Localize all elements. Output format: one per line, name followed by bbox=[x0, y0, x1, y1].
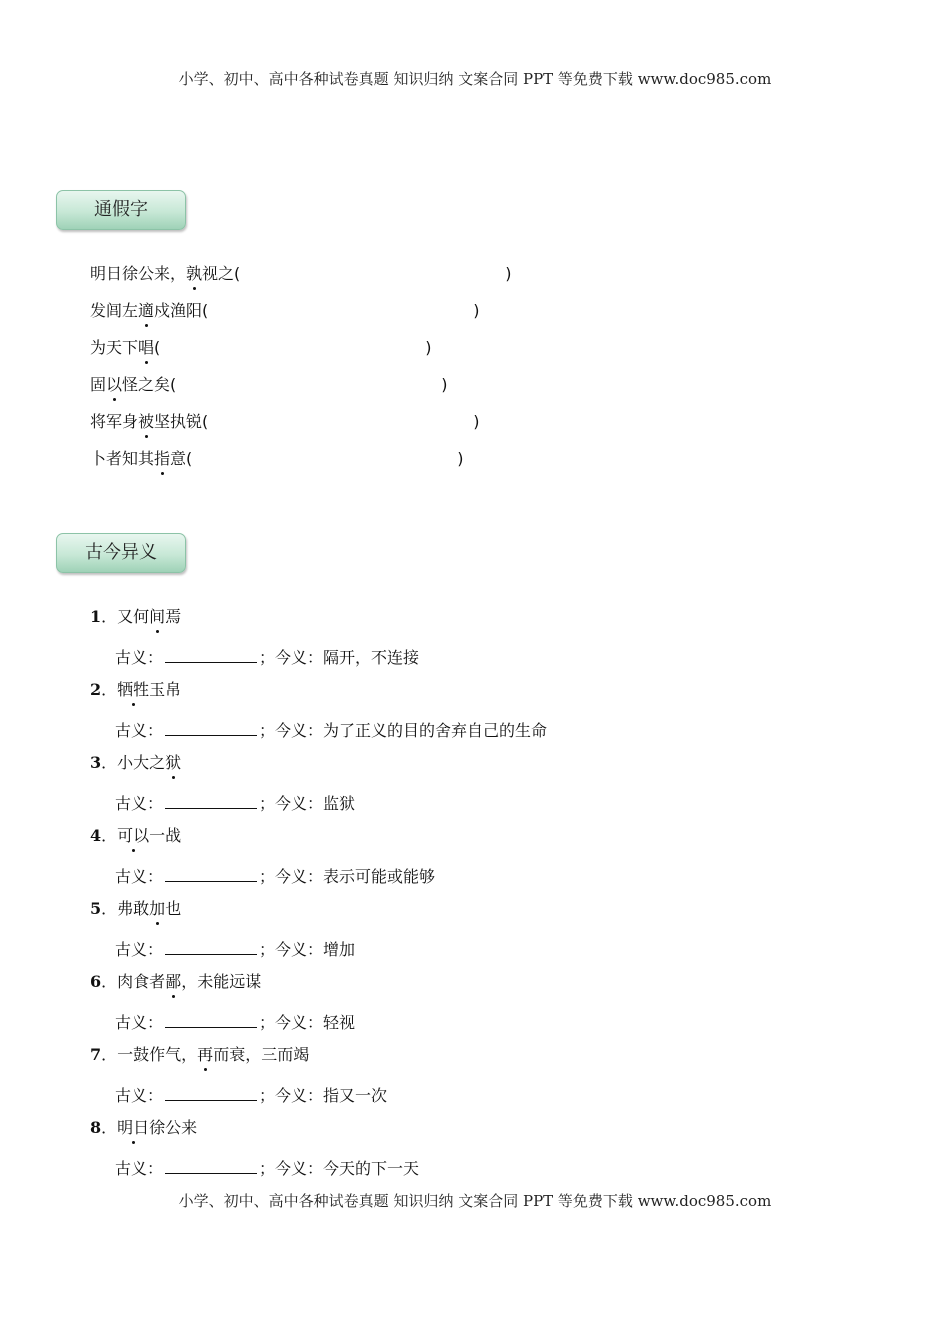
tongjiazi-line bbox=[90, 337, 512, 374]
dotted-char: 牺牲 bbox=[117, 680, 150, 699]
item-text: 而衰，三而竭 bbox=[213, 1045, 310, 1064]
paren-close: ) bbox=[473, 412, 480, 431]
item-sep: ． bbox=[101, 972, 118, 991]
item-text: 徐公来 bbox=[149, 1118, 198, 1137]
item-meaning bbox=[115, 865, 435, 888]
item-number: 5 bbox=[90, 899, 102, 918]
dotted-char: 唱 bbox=[138, 338, 155, 357]
jin-meaning: 今天的下一天 bbox=[323, 1159, 420, 1178]
item-meaning bbox=[115, 1011, 355, 1034]
item-meaning bbox=[115, 792, 355, 815]
item-number: 1 bbox=[90, 607, 102, 626]
item-text: 也 bbox=[165, 899, 182, 918]
item-title bbox=[90, 752, 181, 774]
jin-meaning: 表示可能或能够 bbox=[323, 867, 436, 886]
jin-meaning: 隔开，不连接 bbox=[323, 648, 420, 667]
item-meaning bbox=[115, 938, 355, 961]
item-sep: ． bbox=[101, 1118, 118, 1137]
gu-label: 古义： bbox=[115, 1159, 164, 1178]
item-text: 肉食者 bbox=[117, 972, 166, 991]
dotted-char: 再 bbox=[197, 1045, 214, 1064]
dotted-char: 孰 bbox=[186, 264, 203, 283]
list-item bbox=[90, 898, 890, 971]
jin-meaning: 增加 bbox=[323, 940, 356, 959]
item-sep: ． bbox=[101, 607, 118, 626]
item-number: 6 bbox=[90, 972, 102, 991]
gu-label: 古义： bbox=[115, 648, 164, 667]
answer-blank[interactable] bbox=[165, 792, 257, 809]
item-title bbox=[90, 825, 181, 847]
item-text: 弗敢 bbox=[117, 899, 150, 918]
dotted-char: 指 bbox=[154, 449, 171, 468]
dotted-char: 適 bbox=[138, 301, 155, 320]
page-footer: 小学、初中、高中各种试卷真题 知识归纳 文案合同 PPT 等免费下载 www.doc985.com bbox=[178, 1192, 772, 1210]
tongjiazi-line bbox=[90, 411, 512, 448]
item-text: 小大之 bbox=[117, 753, 166, 772]
item-text: 焉 bbox=[165, 607, 182, 626]
answer-blank[interactable] bbox=[165, 1011, 257, 1028]
gu-label: 古义： bbox=[115, 1086, 164, 1105]
answer-blank[interactable] bbox=[165, 1084, 257, 1101]
paren-close: ) bbox=[425, 338, 432, 357]
list-item bbox=[90, 752, 890, 825]
tongjiazi-list bbox=[90, 263, 512, 485]
jin-label: ；今义： bbox=[259, 1086, 324, 1105]
item-number: 8 bbox=[90, 1118, 102, 1137]
jin-label: ；今义： bbox=[259, 721, 324, 740]
line-text: 怪之矣( bbox=[122, 375, 177, 394]
line-text: 坚执锐( bbox=[154, 412, 209, 431]
item-sep: ． bbox=[101, 680, 118, 699]
item-meaning bbox=[115, 646, 419, 669]
item-title bbox=[90, 679, 181, 701]
item-number: 2 bbox=[90, 680, 102, 699]
jin-label: ；今义： bbox=[259, 648, 324, 667]
item-meaning bbox=[115, 1157, 419, 1180]
line-text: 意( bbox=[170, 449, 193, 468]
item-sep: ． bbox=[101, 1045, 118, 1064]
item-text: 又何 bbox=[117, 607, 150, 626]
item-sep: ． bbox=[101, 899, 118, 918]
dotted-char: 明日 bbox=[117, 1118, 150, 1137]
item-title bbox=[90, 1044, 309, 1066]
section-title-gujinyiyi: 古今异义 bbox=[56, 533, 186, 573]
list-item bbox=[90, 1117, 890, 1190]
tongjiazi-line bbox=[90, 374, 512, 411]
item-number: 7 bbox=[90, 1045, 102, 1064]
line-text: 将军身 bbox=[90, 412, 139, 431]
line-text: 视之( bbox=[202, 264, 241, 283]
line-text: ( bbox=[154, 338, 161, 357]
jin-meaning: 指又一次 bbox=[323, 1086, 388, 1105]
item-sep: ． bbox=[101, 753, 118, 772]
item-title bbox=[90, 1117, 197, 1139]
paren-close: ) bbox=[473, 301, 480, 320]
jin-label: ；今义： bbox=[259, 794, 324, 813]
tongjiazi-line bbox=[90, 263, 512, 300]
item-text: 一鼓作气， bbox=[117, 1045, 198, 1064]
gu-label: 古义： bbox=[115, 794, 164, 813]
dotted-char: 被 bbox=[138, 412, 155, 431]
answer-blank[interactable] bbox=[165, 938, 257, 955]
item-sep: ． bbox=[101, 826, 118, 845]
item-title bbox=[90, 606, 181, 628]
dotted-char: 鄙 bbox=[165, 972, 182, 991]
jin-label: ；今义： bbox=[259, 1013, 324, 1032]
dotted-char: 加 bbox=[149, 899, 166, 918]
dotted-char: 以 bbox=[106, 375, 123, 394]
tongjiazi-line bbox=[90, 448, 512, 485]
section-title-tongjiazi: 通假字 bbox=[56, 190, 186, 230]
item-number: 4 bbox=[90, 826, 102, 845]
gu-label: 古义： bbox=[115, 940, 164, 959]
dotted-char: 可以 bbox=[117, 826, 150, 845]
gujinyiyi-list bbox=[90, 606, 890, 1190]
paren-close: ) bbox=[441, 375, 448, 394]
answer-blank[interactable] bbox=[165, 719, 257, 736]
answer-blank[interactable] bbox=[165, 1157, 257, 1174]
item-number: 3 bbox=[90, 753, 102, 772]
dotted-char: 狱 bbox=[165, 753, 182, 772]
list-item bbox=[90, 679, 890, 752]
jin-meaning: 为了正义的目的舍弃自己的生命 bbox=[323, 721, 548, 740]
jin-label: ；今义： bbox=[259, 940, 324, 959]
answer-blank[interactable] bbox=[165, 865, 257, 882]
jin-label: ；今义： bbox=[259, 1159, 324, 1178]
jin-label: ；今义： bbox=[259, 867, 324, 886]
line-text: 戍渔阳( bbox=[154, 301, 209, 320]
item-text: 玉帛 bbox=[149, 680, 182, 699]
item-title bbox=[90, 971, 261, 993]
item-meaning bbox=[115, 1084, 387, 1107]
list-item bbox=[90, 1044, 890, 1117]
gu-label: 古义： bbox=[115, 1013, 164, 1032]
gu-label: 古义： bbox=[115, 867, 164, 886]
line-text: 发闾左 bbox=[90, 301, 139, 320]
item-text: 一战 bbox=[149, 826, 182, 845]
dotted-char: 间 bbox=[149, 607, 166, 626]
tongjiazi-line bbox=[90, 300, 512, 337]
list-item bbox=[90, 971, 890, 1044]
item-meaning bbox=[115, 719, 547, 742]
item-text: ，未能远谋 bbox=[181, 972, 262, 991]
jin-meaning: 监狱 bbox=[323, 794, 356, 813]
gu-label: 古义： bbox=[115, 721, 164, 740]
item-title bbox=[90, 898, 181, 920]
answer-blank[interactable] bbox=[165, 646, 257, 663]
paren-close: ) bbox=[505, 264, 512, 283]
page-header: 小学、初中、高中各种试卷真题 知识归纳 文案合同 PPT 等免费下载 www.doc985.com bbox=[178, 70, 772, 88]
line-text: 卜者知其 bbox=[90, 449, 155, 468]
list-item bbox=[90, 825, 890, 898]
paren-close: ) bbox=[457, 449, 464, 468]
line-text: 明日徐公来， bbox=[90, 264, 187, 283]
line-text: 固 bbox=[90, 375, 107, 394]
line-text: 为天下 bbox=[90, 338, 139, 357]
list-item bbox=[90, 606, 890, 679]
jin-meaning: 轻视 bbox=[323, 1013, 356, 1032]
